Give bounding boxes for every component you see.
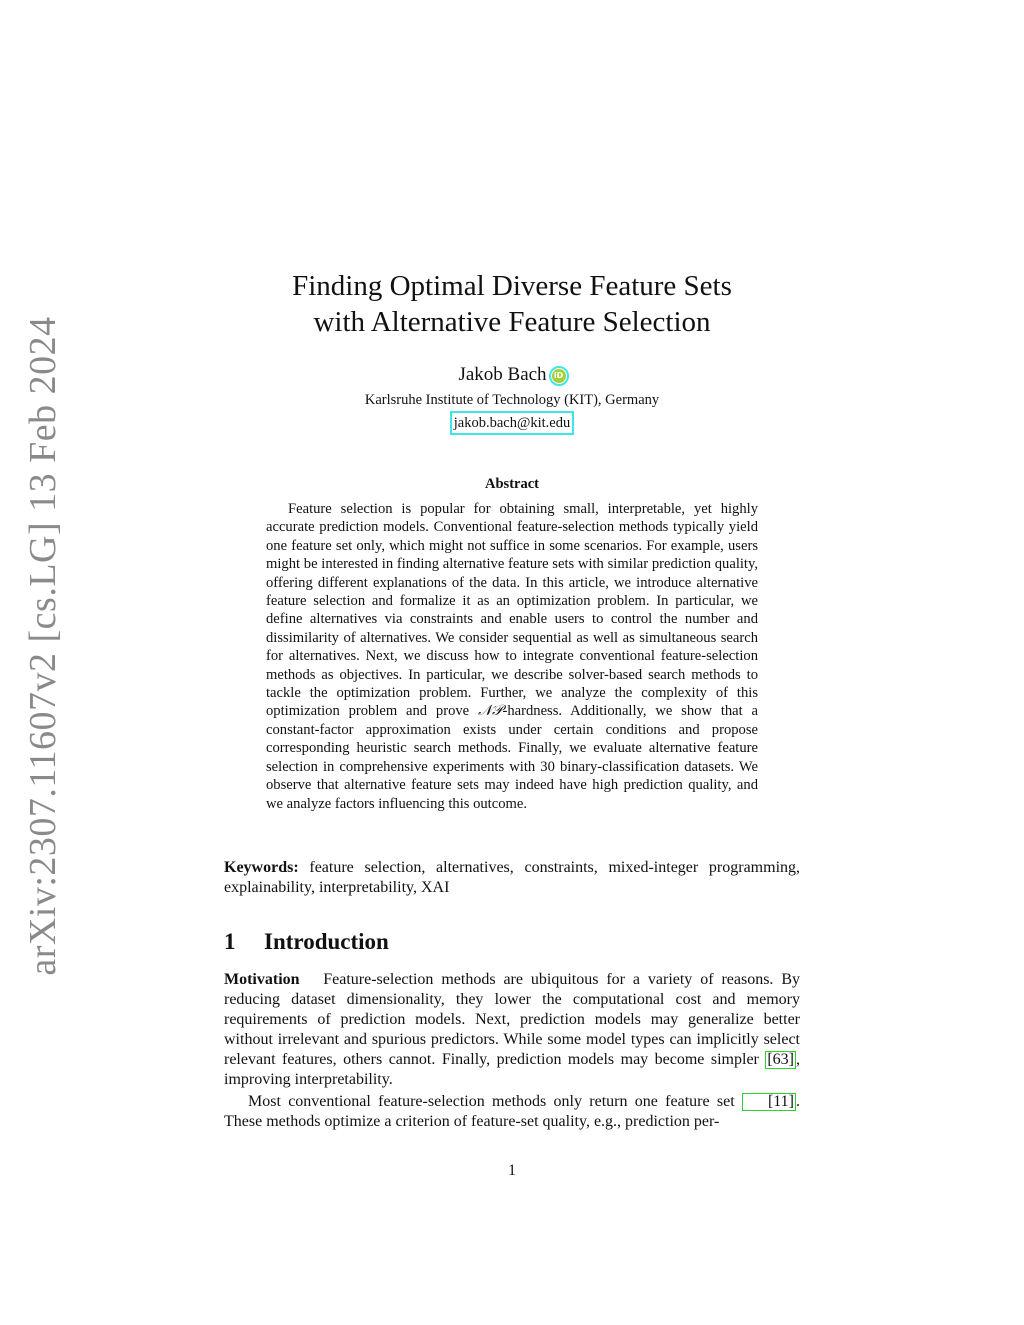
author-line <box>0 362 1024 388</box>
paragraph-lead: Motivation <box>224 971 300 988</box>
author-name: Jakob Bach <box>458 364 547 385</box>
orcid-icon[interactable]: iD <box>552 369 566 383</box>
citation-link-11[interactable]: [11] <box>742 1093 796 1111</box>
paragraph-motivation <box>224 970 800 1090</box>
citation-link-63[interactable]: [63] <box>767 1051 794 1068</box>
paragraph-2 <box>224 1092 800 1132</box>
abstract-text-1: Feature selection is popular for obtaining small, interpretable, yet highly accurate prediction models. Conventional feature-selection methods typically yield one feature set only, which might not suffice in some scenarios. For example, users might be interested in finding alternative feature sets with similar prediction quality, offering different explanations of the data. In this article, we introduce alternative feature selection and formalize it as an optimization problem. In particular, we define alternatives via constraints and enable users to control the number and dissimilarity of alternatives. We consider sequential as well as simultaneous search for alternatives. Next, we discuss how to integrate conventional feature-selection methods as objectives. In particular, we describe solver-based search methods to tackle the optimization problem. Further, we analyze the complexity of this optimization problem and prove <box>266 501 758 720</box>
title-line-2: with Alternative Feature Selection <box>313 306 711 338</box>
page-number: 1 <box>508 1162 516 1179</box>
abstract-text-2: -hardness. Additionally, we show that a constant-factor approximation exists under certain conditions and propose corresponding heuristic search methods. Finally, we evaluate alternative feature selection in comprehensive experiments with 30 binary-classification datasets. We observe that alternative feature sets may indeed have high prediction quality, and we analyze factors influencing this outcome. <box>266 703 758 812</box>
title-line-1: Finding Optimal Diverse Feature Sets <box>292 270 732 302</box>
abstract-heading: Abstract <box>485 476 539 492</box>
paper-title <box>200 268 824 340</box>
section-number: 1 <box>224 929 236 954</box>
section-heading <box>224 927 389 957</box>
abstract-body <box>266 500 758 813</box>
email-wrapper <box>0 411 1024 435</box>
body-text <box>224 970 800 1132</box>
keywords <box>224 858 800 898</box>
keywords-text: feature selection, alternatives, constraints, mixed-integer programming, explainability, interpretability, XAI <box>224 859 801 896</box>
np-symbol: 𝒩𝒫 <box>477 702 503 720</box>
affiliation: Karlsruhe Institute of Technology (KIT), Germany <box>364 392 660 408</box>
paragraph-2-text-b: . These methods optimize a criterion of feature-set quality, e.g., prediction per- <box>224 1093 800 1130</box>
section-title: Introduction <box>264 929 389 954</box>
paragraph-2-text-a: Most conventional feature-selection methods only return one feature set <box>248 1093 742 1110</box>
email-link[interactable]: jakob.bach@kit.edu <box>450 411 574 435</box>
arxiv-side-stamp: arXiv:2307.11607v2 [cs.LG] 13 Feb 2024 <box>22 316 64 976</box>
paragraph-1-text-b: , improving interpretability. <box>224 1051 800 1088</box>
paragraph-1-text-a: Feature-selection methods are ubiquitous for a variety of reasons. By reducing dataset dimensionality, they lower the computational cost and memory requirements of prediction models. Next, prediction models may generalize better without irrelevant and spurious predictors. While some model types can implicitly select relevant features, others cannot. Finally, prediction models may become simpler <box>224 971 800 1068</box>
keywords-label: Keywords: <box>224 859 299 876</box>
